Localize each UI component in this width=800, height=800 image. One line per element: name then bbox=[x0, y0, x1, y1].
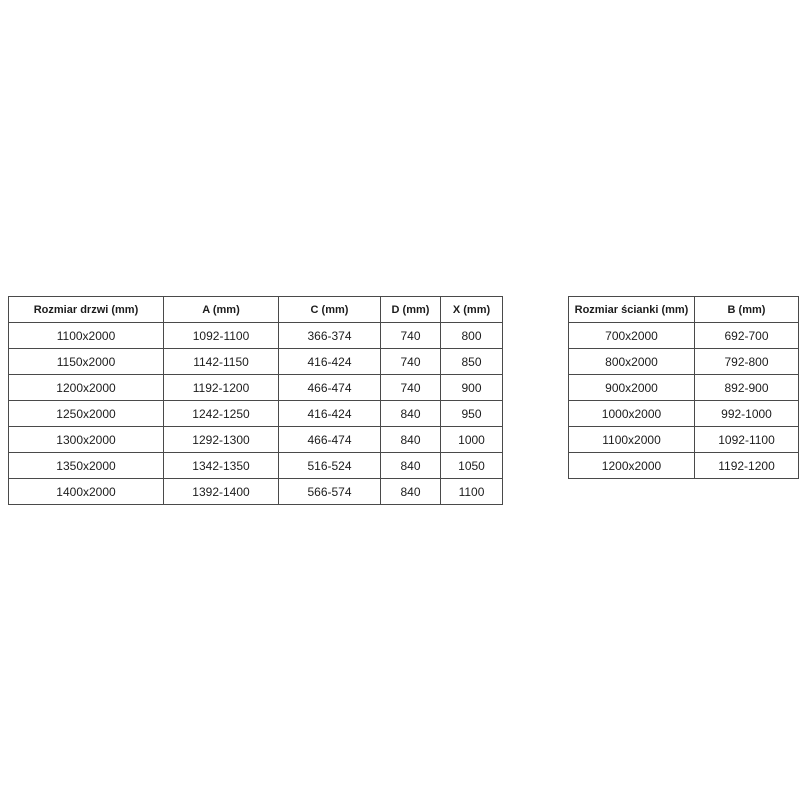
header-cell: C (mm) bbox=[279, 297, 381, 323]
table-cell: 1292-1300 bbox=[164, 427, 279, 453]
table-cell: 1192-1200 bbox=[164, 375, 279, 401]
header-cell: B (mm) bbox=[695, 297, 799, 323]
table-cell: 466-474 bbox=[279, 375, 381, 401]
table-cell: 1050 bbox=[441, 453, 503, 479]
table-cell: 700x2000 bbox=[569, 323, 695, 349]
table-cell: 792-800 bbox=[695, 349, 799, 375]
table-cell: 1100x2000 bbox=[9, 323, 164, 349]
table-cell: 1000x2000 bbox=[569, 401, 695, 427]
table-cell: 1192-1200 bbox=[695, 453, 799, 479]
header-cell: Rozmiar ścianki (mm) bbox=[569, 297, 695, 323]
table-cell: 950 bbox=[441, 401, 503, 427]
table-row bbox=[569, 401, 799, 427]
table-cell: 840 bbox=[381, 427, 441, 453]
table-cell: 466-474 bbox=[279, 427, 381, 453]
table-cell: 992-1000 bbox=[695, 401, 799, 427]
header-row bbox=[9, 297, 503, 323]
table-cell: 1092-1100 bbox=[695, 427, 799, 453]
table-cell: 1242-1250 bbox=[164, 401, 279, 427]
table-row bbox=[9, 401, 503, 427]
table-row bbox=[9, 453, 503, 479]
table-cell: 840 bbox=[381, 479, 441, 505]
table-cell: 740 bbox=[381, 375, 441, 401]
table-cell: 1250x2000 bbox=[9, 401, 164, 427]
table-cell: 900 bbox=[441, 375, 503, 401]
table-cell: 800 bbox=[441, 323, 503, 349]
table-row bbox=[9, 323, 503, 349]
table-row bbox=[569, 427, 799, 453]
table-cell: 840 bbox=[381, 453, 441, 479]
table-row bbox=[9, 427, 503, 453]
table-cell: 892-900 bbox=[695, 375, 799, 401]
table-cell: 416-424 bbox=[279, 349, 381, 375]
table-row bbox=[9, 479, 503, 505]
table-row bbox=[569, 349, 799, 375]
table-cell: 1300x2000 bbox=[9, 427, 164, 453]
table-cell: 900x2000 bbox=[569, 375, 695, 401]
table-cell: 1092-1100 bbox=[164, 323, 279, 349]
door-sizes-table bbox=[8, 296, 503, 505]
table-cell: 1100 bbox=[441, 479, 503, 505]
table-cell: 850 bbox=[441, 349, 503, 375]
header-cell: A (mm) bbox=[164, 297, 279, 323]
table-cell: 1100x2000 bbox=[569, 427, 695, 453]
table-cell: 1342-1350 bbox=[164, 453, 279, 479]
table-cell: 692-700 bbox=[695, 323, 799, 349]
table-cell: 840 bbox=[381, 401, 441, 427]
header-row bbox=[569, 297, 799, 323]
table-cell: 366-374 bbox=[279, 323, 381, 349]
table-cell: 740 bbox=[381, 323, 441, 349]
table-cell: 416-424 bbox=[279, 401, 381, 427]
table-row bbox=[569, 453, 799, 479]
table-cell: 740 bbox=[381, 349, 441, 375]
table-cell: 1142-1150 bbox=[164, 349, 279, 375]
table-cell: 1392-1400 bbox=[164, 479, 279, 505]
table-cell: 1200x2000 bbox=[9, 375, 164, 401]
table-cell: 566-574 bbox=[279, 479, 381, 505]
wall-sizes-table bbox=[568, 296, 799, 479]
header-cell: Rozmiar drzwi (mm) bbox=[9, 297, 164, 323]
table-row bbox=[9, 375, 503, 401]
header-cell: D (mm) bbox=[381, 297, 441, 323]
header-cell: X (mm) bbox=[441, 297, 503, 323]
table-cell: 1400x2000 bbox=[9, 479, 164, 505]
table-cell: 1150x2000 bbox=[9, 349, 164, 375]
table-cell: 516-524 bbox=[279, 453, 381, 479]
table-cell: 800x2000 bbox=[569, 349, 695, 375]
table-cell: 1350x2000 bbox=[9, 453, 164, 479]
table-cell: 1200x2000 bbox=[569, 453, 695, 479]
table-row bbox=[569, 375, 799, 401]
table-row bbox=[9, 349, 503, 375]
table-cell: 1000 bbox=[441, 427, 503, 453]
table-row bbox=[569, 323, 799, 349]
